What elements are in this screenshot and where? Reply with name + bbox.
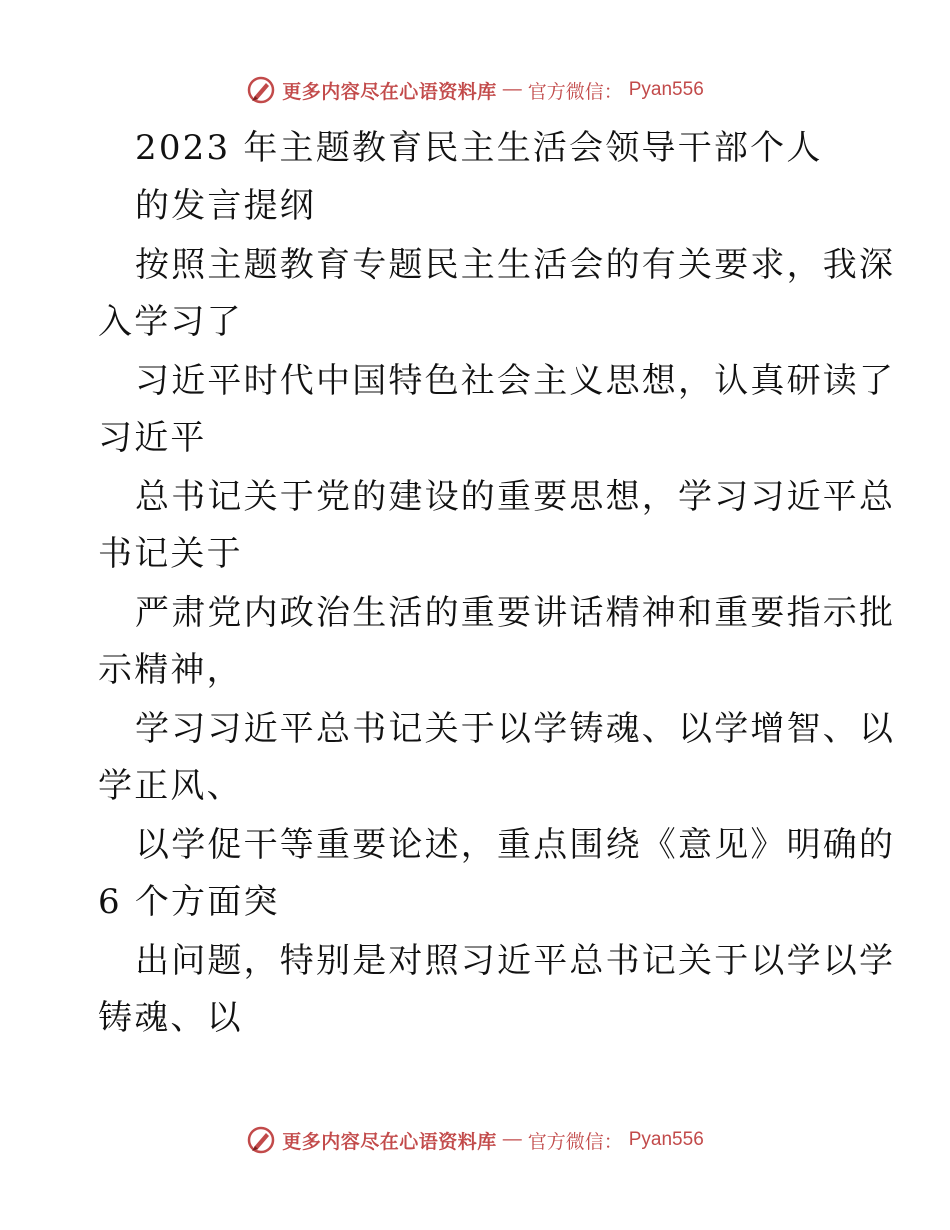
paragraph-line: 学习习近平总书记关于以学铸魂、以学增智、以 — [135, 709, 896, 749]
paragraph-line: 习近平 — [98, 418, 207, 458]
watermark-wechat-label: 官方微信： — [527, 80, 623, 103]
pen-logo-icon — [246, 75, 276, 105]
paragraph-line: 出问题，特别是对照习近平总书记关于以学以学 — [135, 941, 896, 981]
paragraph-line: 示精神， — [98, 650, 243, 690]
watermark-text: 更多内容尽在心语资料库 — [282, 80, 497, 103]
paragraph-line: 铸魂、以 — [98, 998, 243, 1038]
watermark-text: 更多内容尽在心语资料库 — [282, 1130, 497, 1153]
pen-logo-icon — [246, 1125, 276, 1155]
paragraph-line: 以学促干等重要论述，重点围绕《意见》明确的 — [135, 825, 896, 865]
paragraph-line: 总书记关于党的建设的重要思想，学习习近平总 — [135, 477, 896, 517]
paragraph-line: 书记关于 — [98, 534, 243, 574]
paragraph-line: 6 个方面突 — [98, 882, 280, 922]
document-title-line-1: 2023 年主题教育民主生活会领导干部个人 — [135, 128, 823, 168]
paragraph-line: 学正风、 — [98, 766, 243, 806]
paragraph-line: 严肃党内政治生活的重要讲话精神和重要指示批 — [135, 593, 896, 633]
paragraph-line: 按照主题教育专题民主生活会的有关要求，我深 — [135, 245, 896, 285]
watermark-wechat-label: 官方微信： — [527, 1130, 623, 1153]
header-watermark — [0, 70, 950, 110]
watermark-wechat-id: Pyan556 — [628, 1129, 704, 1150]
paragraph-line: 入学习了 — [98, 302, 243, 342]
watermark-separator: — — [502, 79, 522, 100]
footer-watermark — [0, 1120, 950, 1160]
paragraph-line: 习近平时代中国特色社会主义思想，认真研读了 — [135, 361, 896, 401]
document-title-line-2: 的发言提纲 — [135, 186, 316, 226]
watermark-separator: — — [502, 1129, 522, 1150]
watermark-wechat-id: Pyan556 — [628, 79, 704, 100]
